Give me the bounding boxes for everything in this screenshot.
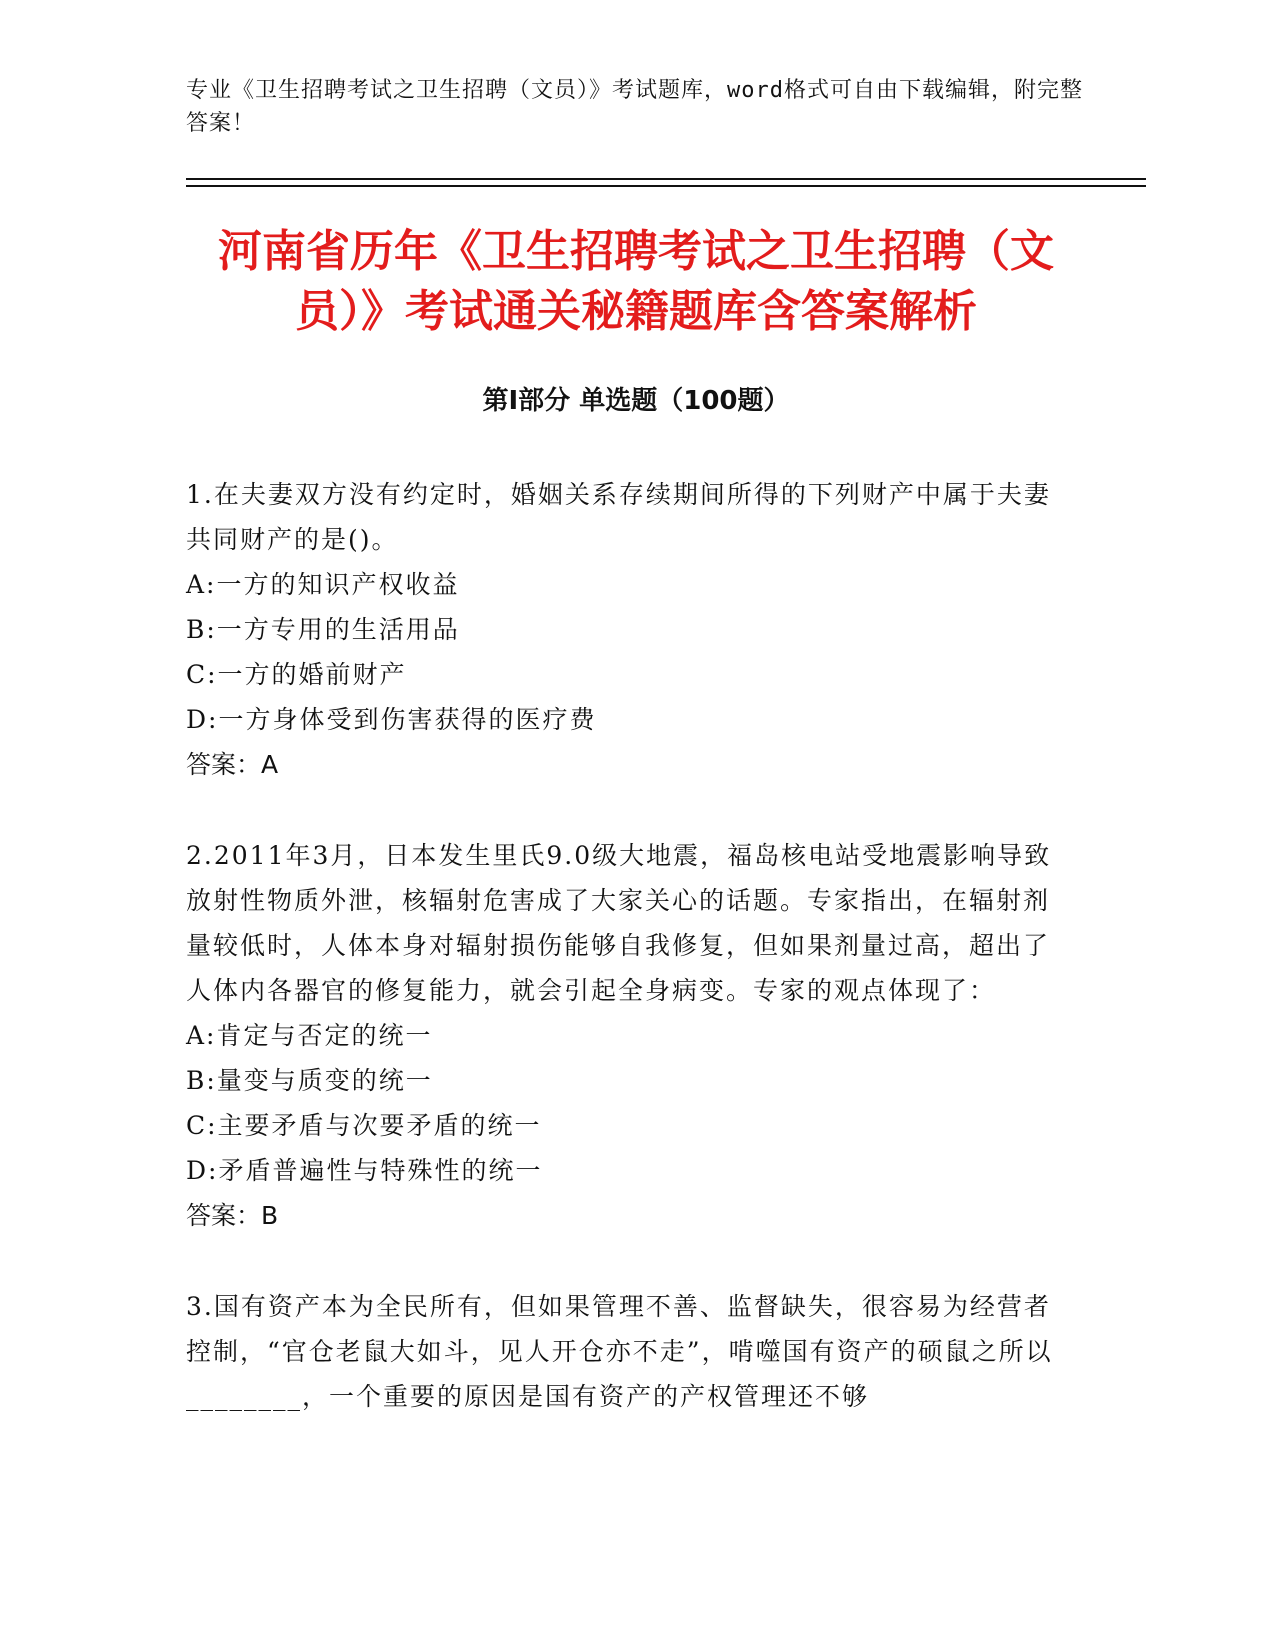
- option-a: A:肯定与否定的统一: [186, 1021, 433, 1050]
- option-b: B:一方专用的生活用品: [186, 615, 460, 644]
- answer-line: 答案：B: [186, 1201, 279, 1230]
- question-stem: 2.2011年3月，日本发生里氏9.0级大地震，福岛核电站受地震影响导致放射性物质外泄，核辐射危害成了大家关心的话题。专家指出，在辐射剂量较低时，人体本身对辐射损伤能够自我修复，但如果剂量过高，超出了人体内各器官的修复能力，就会引起全身病变。专家的观点体现了：: [186, 841, 1052, 1005]
- option-c: C:一方的婚前财产: [186, 660, 407, 689]
- question-stem: 3.国有资产本为全民所有，但如果管理不善、监督缺失，很容易为经营者控制，“官仓老鼠大如斗，见人开仓亦不走”，啃噬国有资产的硕鼠之所以________，一个重要的原因是国有资产的产权管理还不够: [186, 1292, 1053, 1411]
- question-3: [186, 1284, 1066, 1419]
- option-a: A:一方的知识产权收益: [186, 570, 460, 599]
- header-divider-bottom: [186, 185, 1146, 187]
- document-title: 河南省历年《卫生招聘考试之卫生招聘（文员）》考试通关秘籍题库含答案解析: [218, 226, 1054, 337]
- question-list: [186, 472, 1066, 1465]
- header-note: 专业《卫生招聘考试之卫生招聘（文员）》考试题库，word格式可自由下载编辑，附完整答案！: [186, 78, 1083, 136]
- question-2: [186, 833, 1066, 1238]
- option-d: D:一方身体受到伤害获得的医疗费: [186, 705, 597, 734]
- option-b: B:量变与质变的统一: [186, 1066, 433, 1095]
- option-d: D:矛盾普遍性与特殊性的统一: [186, 1156, 543, 1185]
- question-1: [186, 472, 1066, 787]
- answer-line: 答案：A: [186, 750, 279, 779]
- section-title: 第Ⅰ部分 单选题（100题）: [482, 386, 790, 416]
- header-divider-top: [186, 178, 1146, 180]
- question-stem: 1.在夫妻双方没有约定时，婚姻关系存续期间所得的下列财产中属于夫妻共同财产的是()。: [186, 480, 1051, 554]
- option-c: C:主要矛盾与次要矛盾的统一: [186, 1111, 542, 1140]
